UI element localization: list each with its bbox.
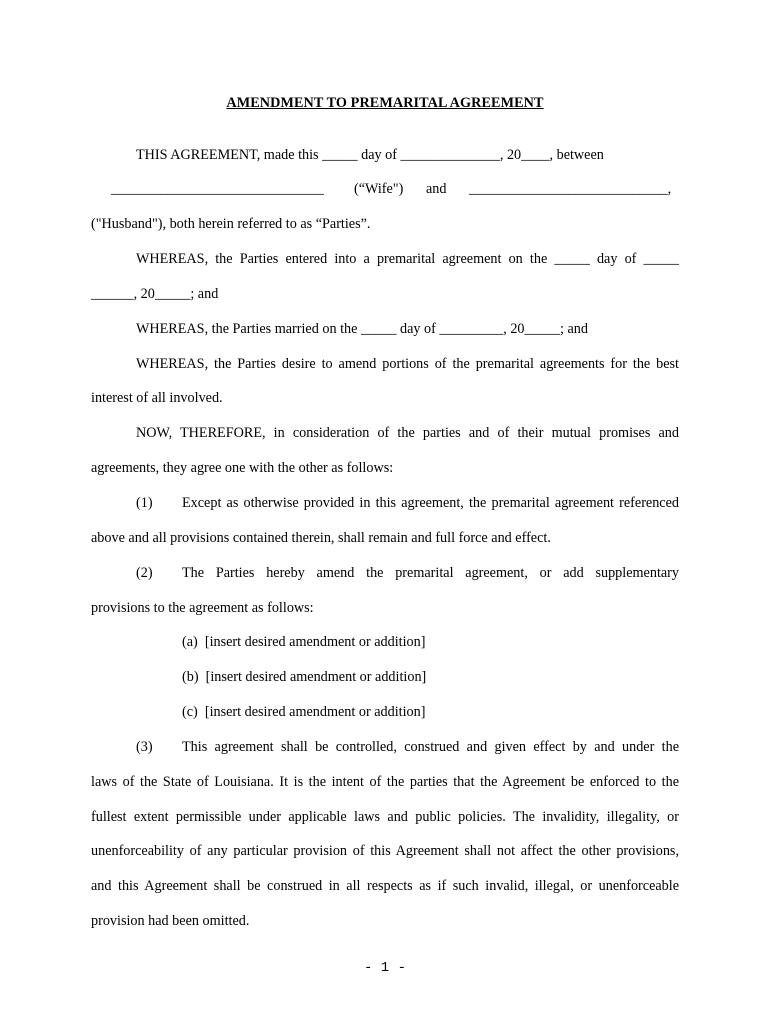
whereas-3-line-1: WHEREAS, the Parties desire to amend portions of the premarital agreements for the best	[136, 356, 679, 372]
whereas-3-line-2: interest of all involved.	[91, 390, 223, 406]
wife-label: (“Wife")	[354, 181, 404, 197]
clause-3-number: (3)	[136, 739, 153, 755]
whereas-1-line-2: ______, 20_____; and	[91, 286, 219, 302]
clause-3-line-6: provision had been omitted.	[91, 913, 250, 929]
whereas-2-line-1: WHEREAS, the Parties married on the _____ day of _________, 20_____; and	[136, 321, 588, 337]
clause-1-line-1: Except as otherwise provided in this agreement, the premarital agreement referenced	[182, 495, 679, 511]
clause-3-line-5: and this Agreement shall be construed in all respects as if such invalid, illegal, or unenforceable	[91, 878, 679, 894]
husband-name-blank: ____________________________,	[469, 181, 672, 197]
now-therefore-line-2: agreements, they agree one with the other as follows:	[91, 460, 394, 476]
and-word: and	[426, 181, 447, 197]
clause-3-line-3: fullest extent permissible under applicable laws and public policies. The invalidity, illegality, or	[91, 809, 679, 825]
clause-2-line-1: The Parties hereby amend the premarital agreement, or add supplementary	[182, 565, 679, 581]
clause-2-number: (2)	[136, 565, 153, 581]
clause-3-line-2: laws of the State of Louisiana. It is the intent of the parties that the Agreement be enforced to the	[91, 774, 679, 790]
opening-line: THIS AGREEMENT, made this _____ day of ______________, 20____, between	[136, 147, 604, 163]
clause-3-line-4: unenforceability of any particular provision of this Agreement shall not affect the other provisions,	[91, 843, 679, 859]
clause-3-line-1: This agreement shall be controlled, construed and given effect by and under the	[182, 739, 679, 755]
whereas-1-line-1: WHEREAS, the Parties entered into a premarital agreement on the _____ day of _____	[136, 251, 679, 267]
husband-parties-line: ("Husband"), both herein referred to as “Parties”.	[91, 216, 371, 232]
sub-item-c: (c) [insert desired amendment or addition]	[182, 704, 426, 720]
wife-name-blank: ______________________________	[111, 181, 324, 197]
page-number: - 1 -	[363, 960, 406, 976]
clause-1-line-2: above and all provisions contained therein, shall remain and full force and effect.	[91, 530, 551, 546]
now-therefore-line-1: NOW, THEREFORE, in consideration of the parties and of their mutual promises and	[136, 425, 679, 441]
sub-item-a: (a) [insert desired amendment or addition]	[182, 634, 426, 650]
clause-2-line-2: provisions to the agreement as follows:	[91, 600, 314, 616]
sub-item-b: (b) [insert desired amendment or addition]	[182, 669, 427, 685]
document-title: AMENDMENT TO PREMARITAL AGREEMENT	[226, 95, 544, 111]
clause-1-number: (1)	[136, 495, 153, 511]
